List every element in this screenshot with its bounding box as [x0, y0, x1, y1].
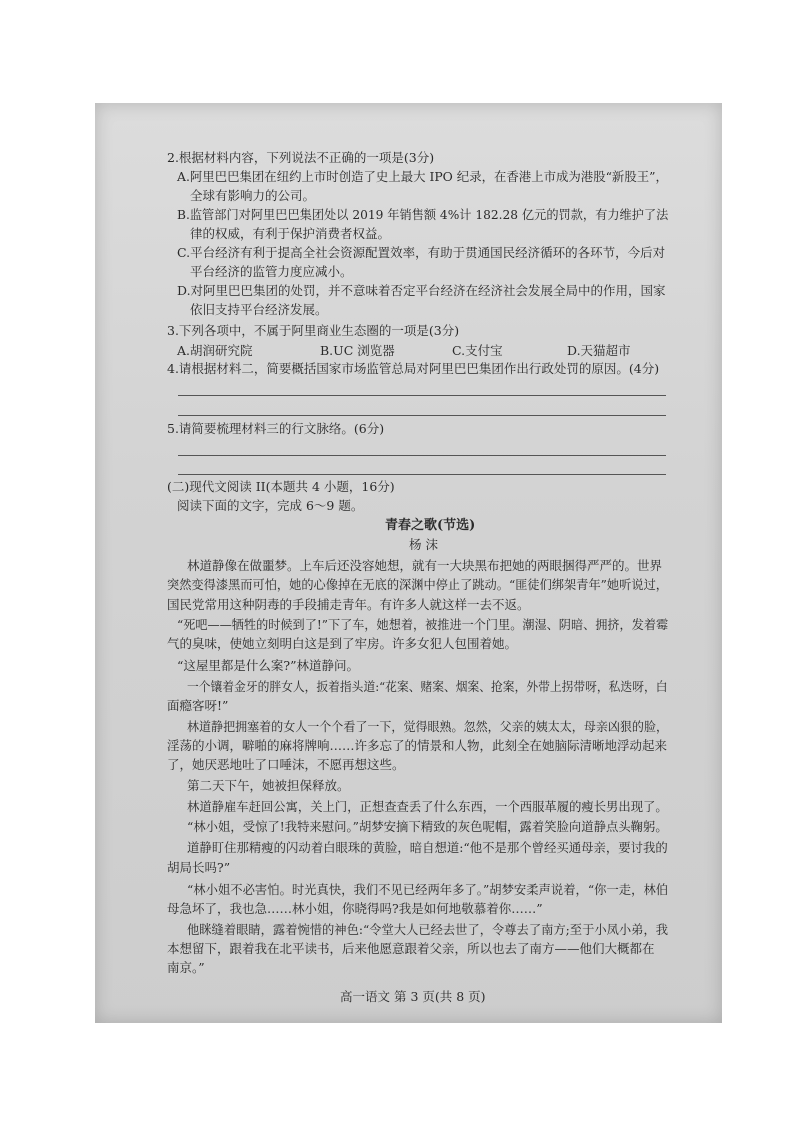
q2-option-d-line1: D.对阿里巴巴集团的处罚，并不意味着否定平台经济在经济社会发展全局中的作用，国家: [177, 283, 666, 298]
q5-stem: 5.请简要梳理材料三的行文脉络。(6分): [167, 421, 385, 436]
page-footer: 高一语文 第 3 页(共 8 页): [340, 989, 486, 1004]
q4-stem: 4.请根据材料二，简要概括国家市场监管总局对阿里巴巴集团作出行政处罚的原因。(4分): [167, 361, 660, 376]
section-heading: (二)现代文阅读 II(本题共 4 小题，16分): [167, 479, 395, 494]
passage-line: “林小姐，受惊了!我特来慰问。”胡梦安摘下精致的灰色呢帽，露着笑脸向道静点头鞠躬。: [187, 819, 668, 834]
q2-stem: 2.根据材料内容，下列说法不正确的一项是(3分): [167, 150, 435, 165]
passage-line: “这屋里都是什么案?”林道静问。: [177, 658, 359, 673]
q2-option-c-line2: 平台经济的监管力度应减小。: [190, 264, 353, 279]
q2-option-b-line2: 律的权威，有利于保护消费者权益。: [190, 226, 391, 241]
passage-line: 一个镶着金牙的胖女人，扳着指头道:“花案、赌案、烟案、抢案，外带上拐带呀，私迭呀，白: [187, 679, 668, 694]
q2-option-c-line1: C.平台经济有利于提高全社会资源配置效率，有助于贯通国民经济循环的各环节，今后对: [177, 245, 666, 260]
passage-line: 林道静把拥塞着的女人一个个看了一下，觉得眼熟。忽然，父亲的姨太太，母亲凶狠的脸，: [187, 719, 669, 734]
q5-answer-line-1: [178, 455, 666, 456]
passage-line: 面瘾客呀!”: [167, 698, 229, 713]
passage-line: 国民党常用这种阴毒的手段捕走青年。有许多人就这样一去不返。: [167, 597, 530, 612]
q4-answer-line-2: [178, 415, 666, 416]
passage-line: 林道静雇车赶回公寓，关上门，正想查查丢了什么东西，一个西服革履的瘦长男出现了。: [187, 799, 668, 814]
q3-option-b: B.UC 浏览器: [320, 343, 395, 358]
passage-title: 青春之歌(节选): [385, 518, 476, 533]
passage-line: 母急坏了，我也急……林小姐，你晓得吗?我是如何地敬慕着你……”: [167, 901, 543, 916]
q3-option-d: D.天猫超市: [567, 343, 631, 358]
passage-line: 淫荡的小调，噼啪的麻将牌响……许多忘了的情景和人物，此刻全在她脑际清晰地浮动起来: [167, 738, 668, 753]
passage-author: 杨 沫: [409, 537, 438, 552]
q3-option-a: A.胡润研究院: [177, 343, 253, 358]
passage-line: 突然变得漆黑而可怕，她的心像掉在无底的深渊中停止了跳动。“匪徒们绑架青年”她听说过，: [167, 577, 669, 592]
q2-option-a-line1: A.阿里巴巴集团在纽约上市时创造了史上最大 IPO 纪录，在香港上市成为港股“新股王”，: [177, 169, 668, 184]
passage-line: 了，她厌恶地吐了口唾沫，不愿再想这些。: [167, 757, 405, 772]
q2-option-d-line2: 依旧支持平台经济发展。: [190, 302, 328, 317]
passage-line: 他眯缝着眼睛，露着惋惜的神色:“令堂大人已经去世了，令尊去了南方;至于小凤小弟，我: [187, 922, 669, 937]
passage-line: 道静盯住那精瘦的闪动着白眼珠的黄脸，暗自想道:“他不是那个曾经买通母亲，要讨我的: [187, 840, 668, 855]
passage-line: 林道静像在做噩梦。上车后还没容她想，就有一大块黑布把她的两眼捆得严严的。世界: [187, 558, 663, 573]
q4-answer-line-1: [178, 395, 666, 396]
q3-option-c: C.支付宝: [452, 343, 503, 358]
passage-line: 气的臭味，使她立刻明白这是到了牢房。许多女犯人包围着她。: [167, 636, 518, 651]
section-instruction: 阅读下面的文字，完成 6～9 题。: [177, 498, 364, 513]
passage-line: 南京。”: [167, 960, 205, 975]
passage-line: 胡局长吗?”: [167, 860, 231, 875]
passage-line: “林小姐不必害怕。时光真快，我们不见已经两年多了。”胡梦安柔声说着，“你一走，林伯: [187, 882, 669, 897]
q3-stem: 3.下列各项中，不属于阿里商业生态圈的一项是(3分): [167, 323, 460, 338]
passage-line: 第二天下午，她被担保释放。: [187, 778, 350, 793]
passage-line: “死吧——牺牲的时候到了!”下了车，她想着，被推进一个门里。潮湿、阴暗、拥挤，发着霉: [177, 617, 669, 632]
q2-option-a-line2: 全球有影响力的公司。: [190, 188, 316, 203]
q2-option-b-line1: B.监管部门对阿里巴巴集团处以 2019 年销售额 4%计 182.28 亿元的罚款，有力维护了法: [177, 207, 669, 222]
q5-answer-line-2: [178, 474, 666, 475]
passage-line: 本想留下，跟着我在北平读书，后来他愿意跟着父亲，所以也去了南方——他们大概都在: [167, 941, 655, 956]
